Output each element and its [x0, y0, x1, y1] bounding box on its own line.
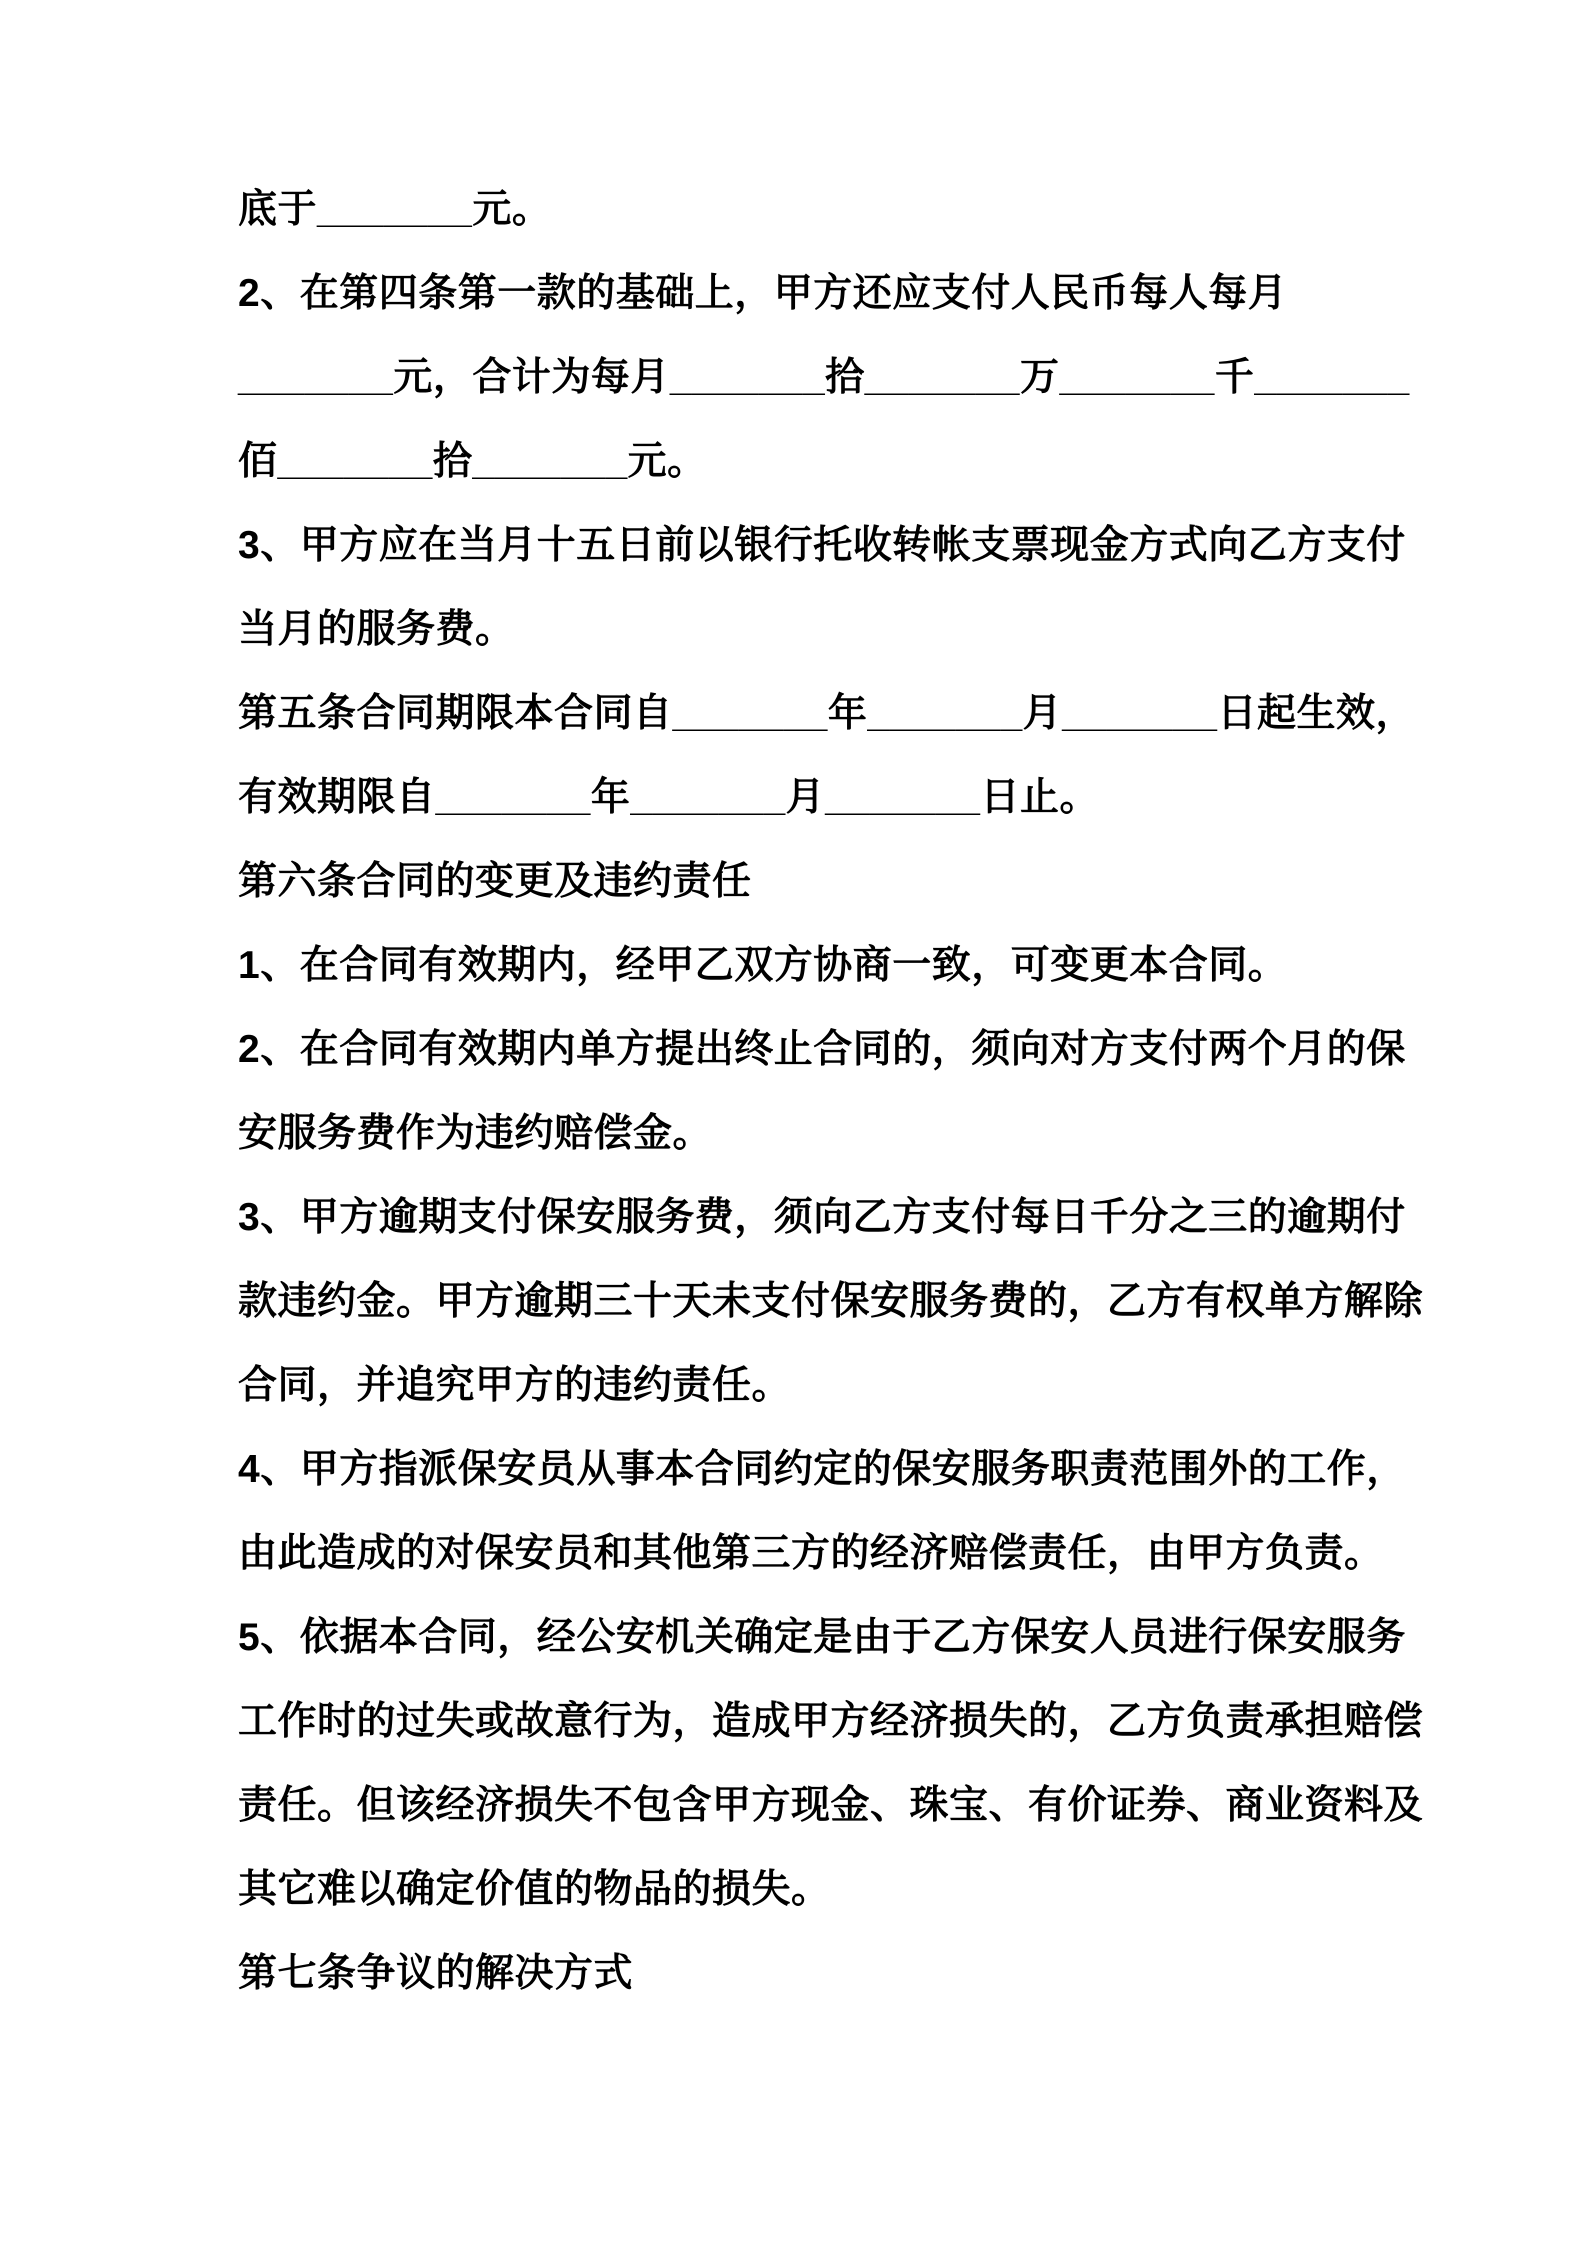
contract-text-block	[238, 168, 1438, 2016]
contract-line: 安服务费作为违约赔偿金。	[238, 1112, 713, 1155]
contract-section-heading: 第六条合同的变更及违约责任	[238, 860, 752, 903]
contract-line: 责任。但该经济损失不包含甲方现金、珠宝、有价证券、商业资料及	[238, 1784, 1424, 1827]
contract-line: 4、甲方指派保安员从事本合同约定的保安服务职责范围外的工作，	[238, 1448, 1406, 1491]
contract-line: 底于_______元。	[238, 188, 552, 231]
contract-line: 1、在合同有效期内，经甲乙双方协商一致，可变更本合同。	[238, 944, 1288, 987]
contract-section-heading: 第七条争议的解决方式	[238, 1952, 634, 1995]
contract-line: _______元，合计为每月_______拾_______万_______千_______	[238, 356, 1410, 399]
contract-line: 合同，并追究甲方的违约责任。	[238, 1364, 792, 1407]
contract-line: 工作时的过失或故意行为，造成甲方经济损失的，乙方负责承担赔偿	[238, 1700, 1424, 1743]
contract-line: 第五条合同期限本合同自_______年_______月_______日起生效，	[238, 692, 1415, 735]
contract-line: 有效期限自_______年_______月_______日止。	[238, 776, 1099, 819]
contract-line: 佰_______拾_______元。	[238, 440, 707, 483]
contract-line: 3、甲方逾期支付保安服务费，须向乙方支付每日千分之三的逾期付	[238, 1196, 1406, 1239]
contract-line: 2、在第四条第一款的基础上，甲方还应支付人民币每人每月	[238, 272, 1288, 315]
contract-line: 当月的服务费。	[238, 608, 515, 651]
contract-line: 其它难以确定价值的物品的损失。	[238, 1868, 831, 1911]
contract-line: 2、在合同有效期内单方提出终止合同的，须向对方支付两个月的保	[238, 1028, 1406, 1071]
contract-line: 3、甲方应在当月十五日前以银行托收转帐支票现金方式向乙方支付	[238, 524, 1406, 567]
contract-line: 款违约金。甲方逾期三十天未支付保安服务费的，乙方有权单方解除	[238, 1280, 1424, 1323]
contract-line: 5、依据本合同，经公安机关确定是由于乙方保安人员进行保安服务	[238, 1616, 1406, 1659]
contract-line: 由此造成的对保安员和其他第三方的经济赔偿责任，由甲方负责。	[238, 1532, 1384, 1575]
